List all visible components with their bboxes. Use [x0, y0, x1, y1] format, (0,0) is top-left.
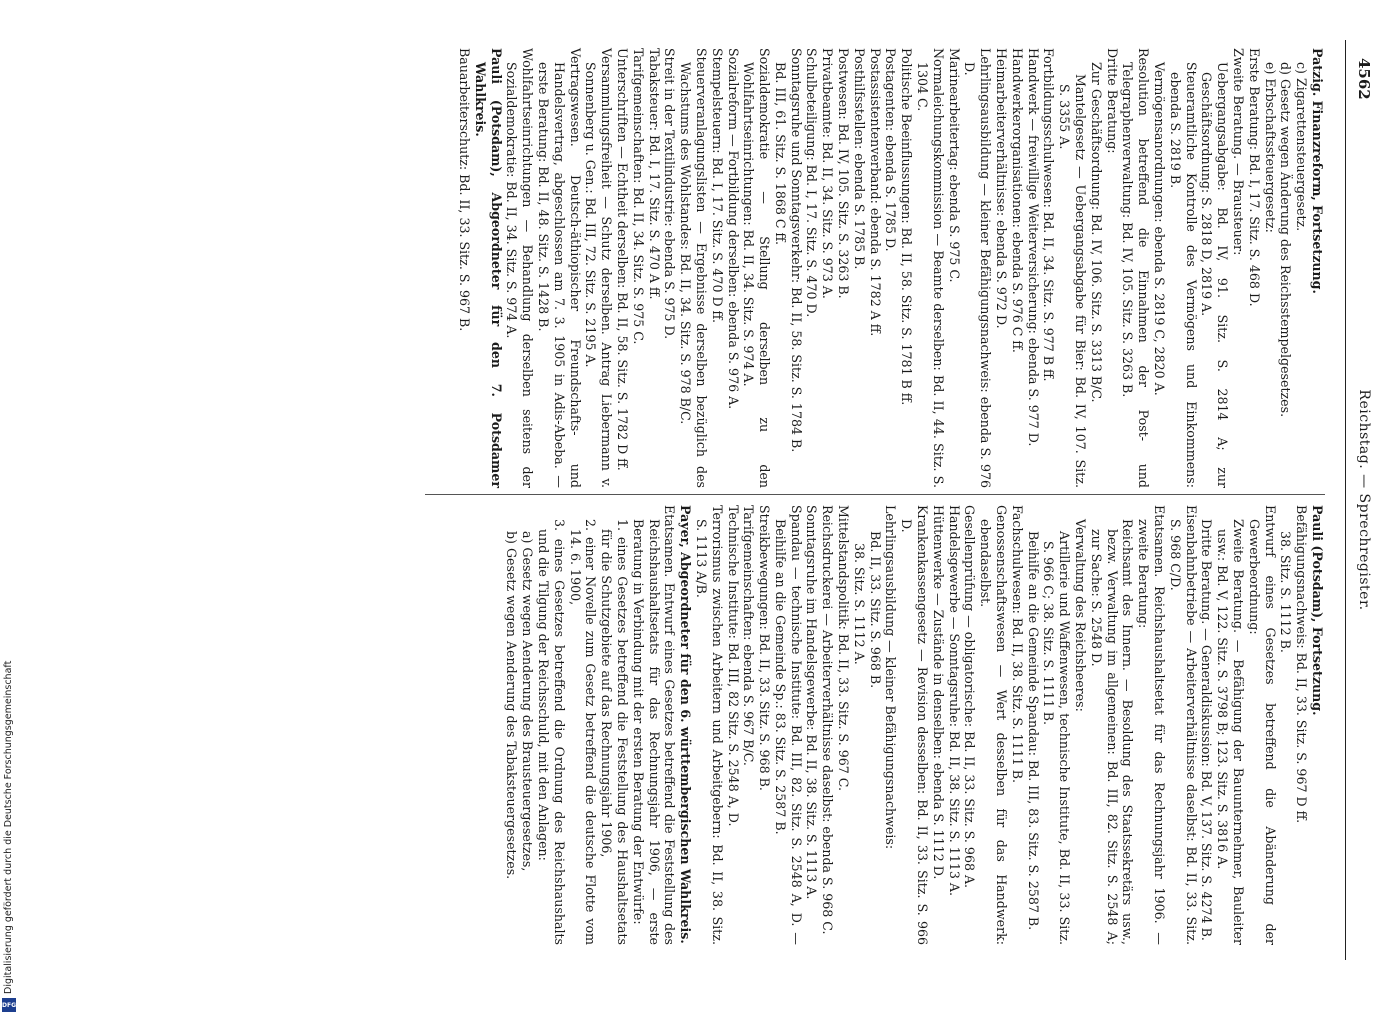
- register-heading: Pauli (Potsdam), Abgeordneter für den 7. Potsdamer Wahlkreis.: [472, 48, 504, 488]
- register-entry: 3. eines Gesetzes betreffend die Ordnung des Reichshaushalts und die Tilgung der Reichsschuld, mit den Anlagen:: [535, 519, 567, 945]
- register-entry: Genossenschaftswesen — Wert desselben für das Handwerk: ebendaselbst.: [978, 505, 1010, 945]
- left-column: [456, 48, 1325, 488]
- register-entry: Lehrlingsausbildung — kleiner Befähigungsnachweis:: [883, 505, 899, 850]
- register-entry: Postwesen: Bd. IV, 105. Sitz. S. 3263 B.: [836, 48, 852, 299]
- register-entry: Etatsamen. Reichshaushaltsetat für das Rechnungsjahr 1906. — zweite Beratung:: [1136, 505, 1168, 945]
- register-entry: Posthilfsstellen: ebenda S. 1785 B.: [851, 48, 867, 270]
- register-entry: b) Gesetz wegen Aenderung des Tabaksteuergesetzes.: [504, 531, 520, 880]
- register-entry: Artillerie und Waffenwesen, technische Institute, Bd. II, 33. Sitz. S. 966 C; 38. Sitz. S. 1111 B.: [1041, 531, 1073, 945]
- running-title: Reichstag. — Sprechregister.: [1356, 389, 1372, 611]
- register-entry: Streikbewegungen: Bd. II, 33. Sitz. S. 968 B.: [757, 505, 773, 791]
- register-entry: Bauarbeiterschutz: Bd. II, 33. Sitz. S. 967 B.: [456, 48, 472, 332]
- register-entry: Heimarbeiterverhältnisse: ebenda S. 972 D.: [994, 48, 1010, 329]
- register-entry: Vermögensanordnungen: ebenda S. 2819 C, 2820 A.: [1152, 62, 1168, 396]
- register-entry: Befähigungsnachweis: Bd. II, 33. Sitz. S. 967 D ff.: [1294, 505, 1310, 824]
- register-entry: Dritte Beratung:: [1104, 48, 1120, 154]
- register-entry: Mantelgesetz — Uebergangsabgabe für Bier: Bd. IV, 107. Sitz. S. 3355 A.: [1057, 74, 1089, 488]
- register-entry: Gesellenprüfung — obligatorische: Bd. II, 33. Sitz. S. 968 A.: [962, 505, 978, 889]
- register-entry: Steuerveranlagungslisten — Ergebnisse derselben bezüglich des Wachstums des Wohlstandes: Bd. II, 34. Sitz. S. 978 B/C.: [678, 48, 709, 488]
- register-entry: 2. einer Novelle zum Gesetz betreffend die deutsche Flotte vom 14. 6. 1900,: [567, 519, 599, 945]
- register-entry: Postassistentenverband: ebenda S. 1782 A ff.: [867, 48, 883, 337]
- right-column: [504, 505, 1325, 945]
- register-entry: a) Gesetz wegen Aenderung des Brausteuergesetzes,: [520, 531, 536, 872]
- register-entry: Erste Beratung: Bd. I, 17. Sitz. S. 468 D.: [1246, 48, 1262, 307]
- register-entry: Etatsamen. Entwurf eines Gesetzes betreffend die Feststellung des Reichshaushaltsetats für das Rechnungsjahr 1906, — erste Beratung in Verbindung mit der ersten Beratung der Entwürfe:: [630, 505, 678, 945]
- register-entry: c) Zigarettensteuergesetz.: [1294, 62, 1310, 232]
- page-number: 4562: [1355, 58, 1373, 100]
- register-entry: Zweite Beratung. — Brausteuer:: [1231, 48, 1247, 256]
- register-entry: 1. eines Gesetzes betreffend die Feststellung des Haushaltsetats für die Schutzgebiete auf das Rechnungsjahr 1906,: [599, 519, 630, 945]
- register-entry: Sonntagsruhe und Sonntagsverkehr: Bd. II, 58. Sitz. S. 1784 B.: [788, 48, 804, 453]
- register-entry: 38. Sitz. S. 1112 A.: [851, 543, 867, 665]
- register-entry: Steueramtliche Kontrolle des Vermögens und Einkommens: ebenda S. 2819 B.: [1167, 62, 1199, 488]
- register-entry: Zur Geschäftsordnung: Bd. IV, 106. Sitz. S. 3313 B/C.: [1088, 62, 1104, 403]
- dfg-logo: DFG: [2, 998, 16, 1012]
- register-entry: Tarifgemeinschaften: ebenda S. 967 B/C.: [741, 505, 757, 766]
- register-entry: Entwurf eines Gesetzes betreffend die Abänderung der Gewerbeordnung:: [1246, 505, 1278, 945]
- register-entry: Technische Institute: Bd. III, 82 Sitz. S. 2548 A, D.: [725, 505, 741, 827]
- register-entry: Uebergangsabgabe: Bd. IV, 91. Sitz. S. 2814 A; zur Geschäftsordnung: S. 2818 D, 2819 A.: [1199, 62, 1231, 488]
- column-divider: [425, 494, 1325, 495]
- register-entry: Vertragswesen. Deutsch-äthiopischer Freundschafts- und Handelsvertrag, abgeschlossen am 7. 3. 1905 in Adis-Abeba. — erste Beratung: Bd. II, 48. Sitz. S. 1428 B.: [535, 48, 583, 488]
- register-entry: 38. Sitz. S. 1112 B.: [1278, 531, 1294, 653]
- page-header: [1345, 40, 1377, 960]
- register-entry: Tabaksteuer: Bd. I, 17. Sitz. S. 470 A ff.: [646, 48, 662, 300]
- register-entry: Verwaltung des Reichsheeres:: [1073, 519, 1089, 712]
- register-entry: e) Erbschaftssteuergesetz:: [1262, 62, 1278, 233]
- register-entry: Schulbeteiligung: Bd. I, 17. Sitz. S. 470 D.: [804, 48, 820, 318]
- register-entry: Handelsgewerbe — Sonntagsruhe: Bd. II, 38. Sitz. S. 1113 A.: [946, 505, 962, 896]
- register-entry: Sozialdemokratie — Stellung derselben zu den Wohlfahrtseinrichtungen: Bd. II, 34. Sitz. S. 974 A.: [741, 48, 773, 488]
- register-entry: Dritte Beratung. — Generaldiskussion: Bd. V, 137. Sitz. S. 4274 B.: [1199, 519, 1215, 941]
- register-entry: Spandau — technische Institute: Bd. III, 82. Sitz. S. 2548 A, D. — Beihilfe an die Gemeinde Sp.: 83. Sitz. S. 2587 B.: [772, 505, 804, 945]
- register-entry: Handwerkerorganisationen: ebenda S. 976 C ff.: [1009, 48, 1025, 353]
- register-entry: Sonntagsruhe im Handelsgewerbe: Bd. II, 38. Sitz. S. 1113 A.: [804, 505, 820, 900]
- register-entry: Zweite Beratung. — Befähigung der Bauunternehmer, Bauleiter usw.: Bd. V, 122. Sitz. S. 3798 B; 123. Sitz. S. 3816 A.: [1215, 519, 1247, 945]
- register-entry: d) Gesetz wegen Änderung des Reichsstempelgesetzes.: [1278, 62, 1294, 418]
- header-rule: [1345, 40, 1346, 960]
- register-entry: Stempelsteuern: Bd. I, 17. Sitz. S. 470 D ff.: [709, 48, 725, 324]
- register-entry: Sozialreform — Fortbildung derselben: ebenda S. 976 A.: [725, 48, 741, 410]
- register-entry: Unterschriften — Echtheit derselben: Bd. II, 58. Sitz. S. 1782 D ff.: [614, 48, 630, 471]
- register-entry: Normaleichungskommission — Beamte derselben: Bd. II, 44. Sitz. S. 1304 C.: [915, 48, 946, 488]
- register-entry: Versammlungsfreiheit — Schutz derselben. Antrag Liebermann v. Sonnenberg u. Gen.: Bd. III, 72. Sitz. S. 2195 A.: [583, 48, 615, 488]
- register-entry: Beihilfe an die Gemeinde Spandau: Bd. III, 83. Sitz. S. 2587 B.: [1025, 531, 1041, 931]
- register-entry: Mittelstandspolitik: Bd. II, 33. Sitz. S. 967 C.: [836, 505, 852, 791]
- register-entry: Postagenten: ebenda S. 1785 D.: [883, 48, 899, 252]
- register-heading: Patzig. Finanzreform, Fortsetzung.: [1310, 48, 1325, 294]
- register-entry: Lehrlingsausbildung — kleiner Befähigungsnachweis: ebenda S. 976 D.: [962, 48, 994, 488]
- register-entry: Bd. III, 61. Sitz. S. 1868 C ff.: [772, 62, 788, 246]
- register-entry: Politische Beeinflussungen: Bd. II, 58. Sitz. S. 1781 B ff.: [899, 48, 915, 406]
- register-entry: Handwerk — freiwillige Weiterversicherung: ebenda S. 977 D.: [1025, 48, 1041, 447]
- register-heading: Pauli (Potsdam), Fortsetzung.: [1310, 505, 1325, 716]
- register-entry: Krankenkassengesetz — Revision desselben: Bd. II, 33. Sitz. S. 966 D.: [899, 505, 931, 945]
- register-entry: Reichsamt des Innern. — Besoldung des Staatssekretärs usw., bezw. Verwaltung im allgemeinen: Bd. III, 82. Sitz. S. 2548 A; zur Sache: S. 2548 D.: [1088, 519, 1136, 945]
- register-entry: Resolution betreffend die Einnahmen der Post- und Telegraphenverwaltung: Bd. IV, 105. Sitz. S. 3263 B.: [1120, 48, 1152, 488]
- register-entry: Fachschulwesen: Bd. II, 38. Sitz. S. 1111 B.: [1009, 505, 1025, 783]
- register-entry: Hüttenwerke — Zustände in denselben: ebenda S. 1112 D.: [930, 505, 946, 880]
- register-entry: Wohlfahrtseinrichtungen — Behandlung derselben seitens der Sozialdemokratie: Bd. II, 34. Sitz. S. 974 A.: [504, 48, 536, 488]
- register-entry: Reichsdruckerei — Arbeiterverhältnisse daselbst: ebenda S. 968 C.: [820, 505, 836, 935]
- register-entry: Streit in der Textilindustrie: ebenda S. 975 D.: [662, 48, 678, 340]
- register-entry: Fortbildungsschulwesen: Bd. II, 34. Sitz. S. 977 B ff.: [1041, 48, 1057, 382]
- register-heading: Payer, Abgeordneter für den 6. württembergischen Wahlkreis.: [678, 505, 694, 944]
- register-entry: Eisenbahnbetriebe — Arbeiterverhältnisse daselbst: Bd. II, 33. Sitz. S. 968 C/D.: [1167, 505, 1199, 945]
- side-credit: [2, 604, 17, 1009]
- register-entry: Marinearbeitertag: ebenda S. 975 C.: [946, 48, 962, 283]
- register-entry: Bd. II, 33. Sitz. S. 968 B.: [867, 531, 883, 689]
- register-entry: Tarifgemeinschaften: Bd. II, 34. Sitz. S. 975 C.: [630, 48, 646, 345]
- register-entry: Privatbeamte: Bd. II, 34. Sitz. S. 973 A.: [820, 48, 836, 299]
- register-entry: Terrorismus zwischen Arbeitern und Arbeitgebern: Bd. II, 38. Sitz. S. 1113 A/B.: [693, 505, 725, 945]
- credit-text: Digitalisierung gefördert durch die Deutsche Forschungsgemeinschaft: [3, 660, 14, 994]
